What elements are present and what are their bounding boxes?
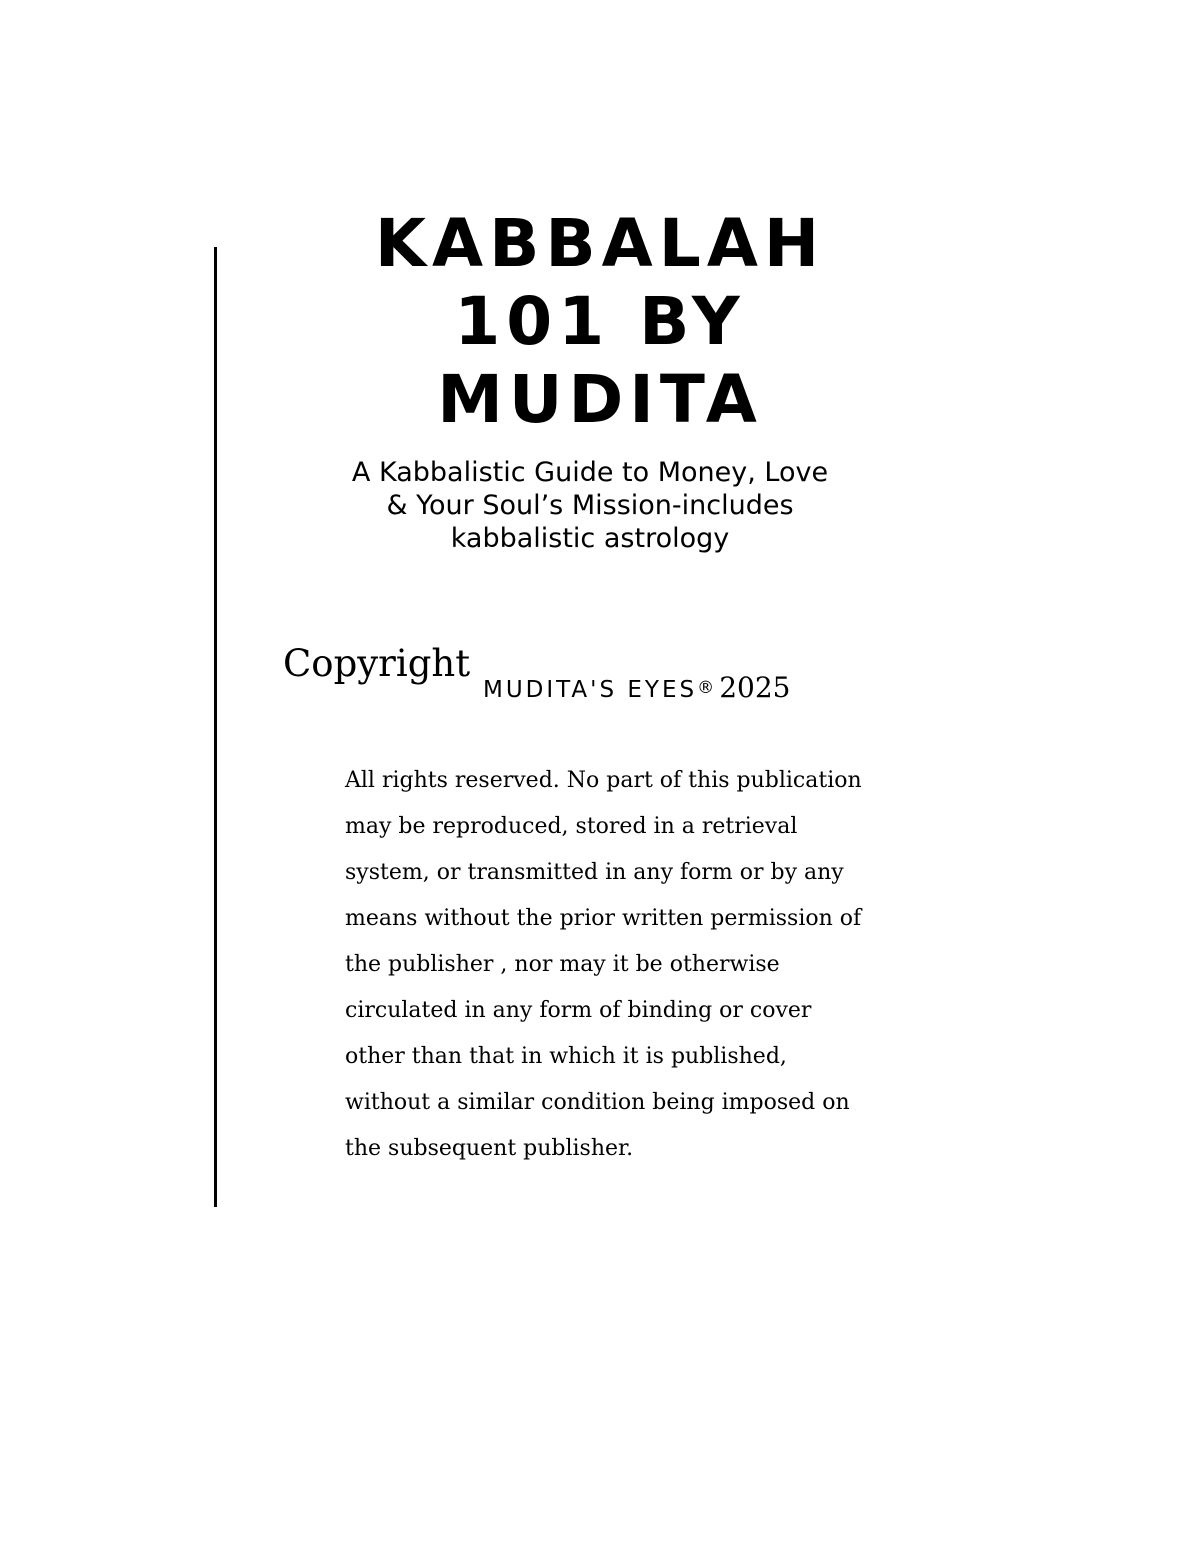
rights-statement [345, 758, 885, 1172]
copyright-holder [483, 671, 790, 704]
vertical-divider-line [214, 247, 217, 1207]
book-subtitle-line: kabbalistic astrology [450, 523, 730, 554]
book-title-line: 101 BY [454, 283, 746, 360]
rights-line: means without the prior written permission of [345, 906, 862, 931]
rights-line: other than that in which it is published, [345, 1044, 787, 1069]
rights-line: without a similar condition being imposed on [345, 1090, 850, 1115]
rights-line: All rights reserved. No part of this publication [345, 768, 862, 793]
registered-mark: ® [697, 678, 715, 698]
rights-line: the subsequent publisher. [345, 1136, 634, 1161]
brand-name: MUDITA'S EYES [483, 677, 698, 703]
rights-line: the publisher , nor may it be otherwise [345, 952, 780, 977]
rights-line: may be reproduced, stored in a retrieval [345, 814, 798, 839]
copyright-year: 2025 [719, 671, 791, 704]
rights-line: system, or transmitted in any form or by any [345, 860, 844, 885]
book-subtitle-line: A Kabbalistic Guide to Money, Love [351, 457, 829, 488]
book-subtitle [290, 456, 890, 555]
copyright-label: Copyright [283, 642, 471, 685]
rights-line: circulated in any form of binding or cover [345, 998, 812, 1023]
book-title [300, 205, 900, 439]
book-title-line: KABBALAH [374, 205, 826, 282]
book-title-line: MUDITA [437, 361, 763, 438]
book-subtitle-line: & Your Soul’s Mission-includes [386, 490, 794, 521]
